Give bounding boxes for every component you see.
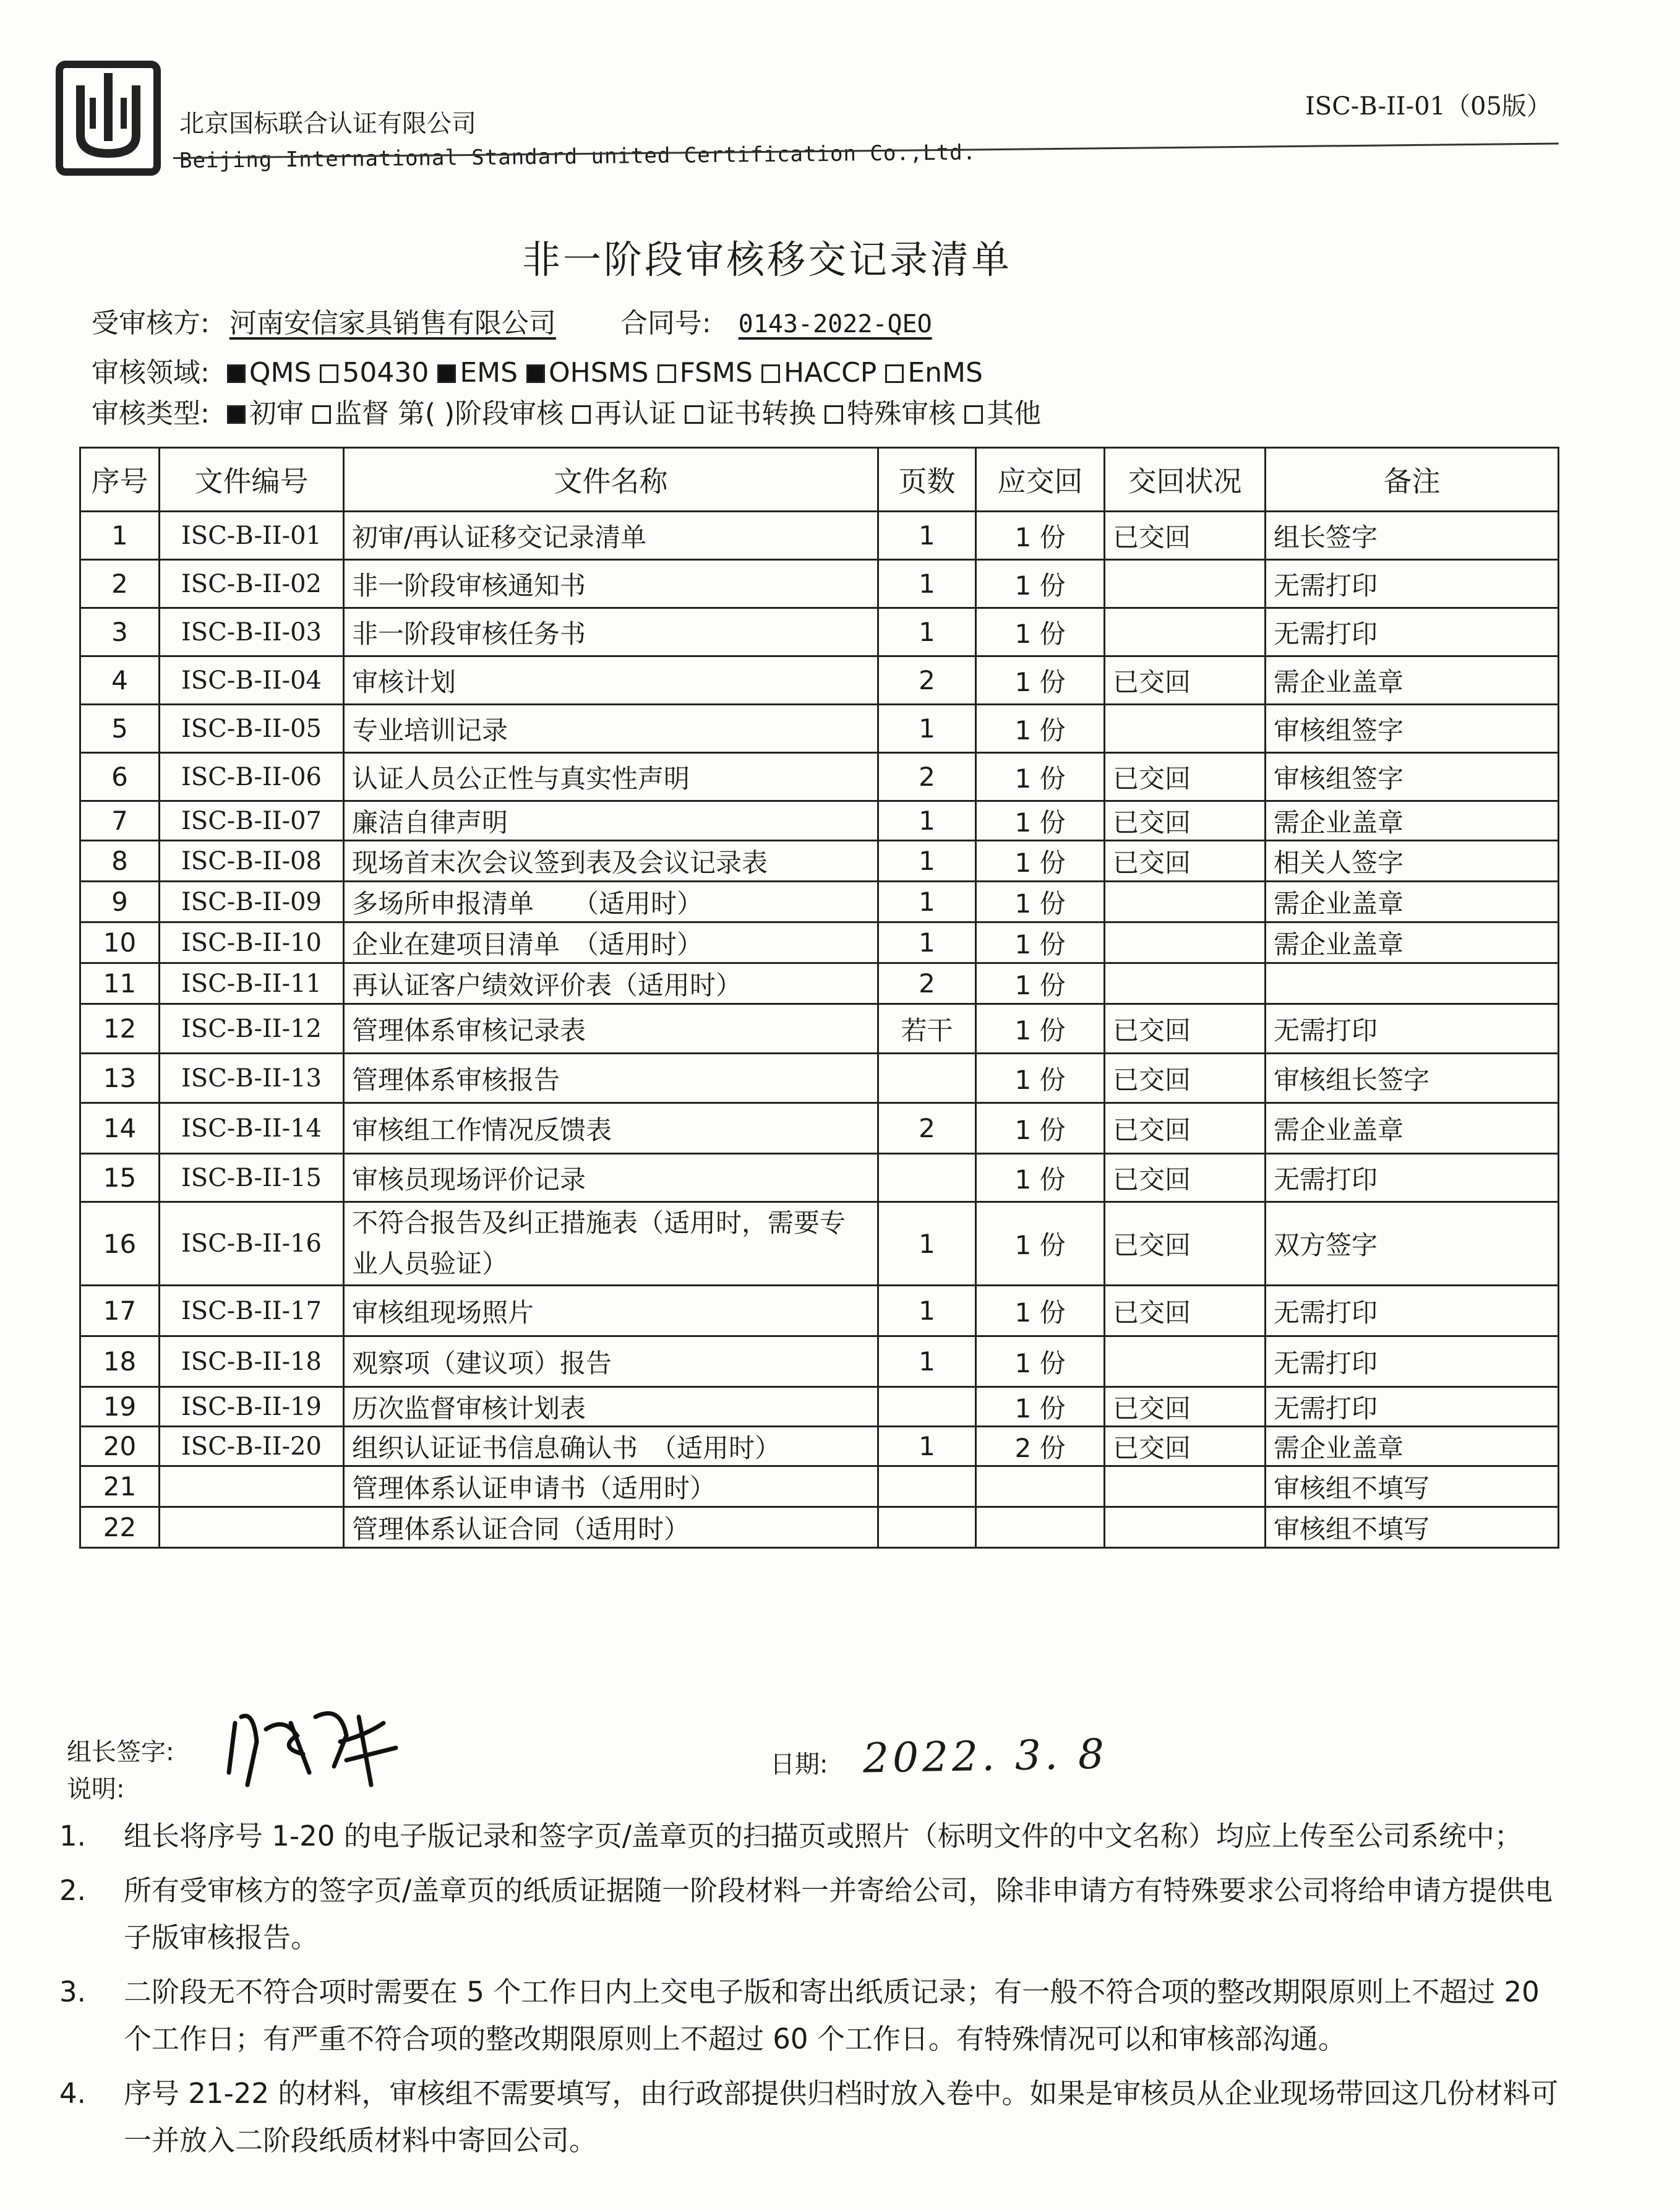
remark-cell: 审核组不填写 <box>1266 1466 1559 1507</box>
audit-domain-row <box>92 350 983 390</box>
note-text: 二阶段无不符合项时需要在 5 个工作日内上交电子版和寄出纸质记录；有一般不符合项的整改期限原则上不超过 20 个工作日；有严重不符合项的整改期限原则上不超过 60 个工作日。有特殊情况可以和审核部沟通。 <box>124 1976 1540 2055</box>
file-code-cell: ISC-B-II-15 <box>160 1154 344 1202</box>
leader-sign-label: 组长签字: <box>67 1738 174 1766</box>
row-number-cell: 20 <box>80 1427 160 1466</box>
file-code-cell: ISC-B-II-02 <box>160 560 344 608</box>
domain-checkbox-5[interactable] <box>761 364 780 383</box>
file-name-cell: 专业培训记录 <box>344 705 878 753</box>
column-header-6: 备注 <box>1266 448 1559 512</box>
file-name-cell: 廉洁自律声明 <box>344 801 878 841</box>
leader-signature <box>223 1698 402 1791</box>
copies-due-cell: 1 份 <box>976 560 1105 608</box>
file-name-cell: 不符合报告及纠正措施表（适用时，需要专业人员验证） <box>344 1202 878 1286</box>
return-status-cell: 已交回 <box>1105 1154 1266 1202</box>
file-code-cell: ISC-B-II-08 <box>160 841 344 882</box>
file-name-cell: 审核组现场照片 <box>344 1286 878 1336</box>
copies-due-cell: 1 份 <box>976 512 1105 560</box>
remark-cell: 需企业盖章 <box>1266 801 1559 841</box>
audit-type-row <box>92 391 1041 431</box>
note-item <box>59 2070 1569 2164</box>
type-checkbox-2[interactable] <box>572 405 591 424</box>
file-code-cell: ISC-B-II-14 <box>160 1103 344 1154</box>
remark-cell: 无需打印 <box>1266 1286 1559 1336</box>
domain-option-label-1: 50430 <box>342 357 429 389</box>
company-name-cn: 北京国标联合认证有限公司 <box>179 110 476 138</box>
return-status-cell: 已交回 <box>1105 1202 1266 1286</box>
note-number: 3. <box>59 1976 86 2008</box>
type-option-label-3: 证书转换 <box>707 398 816 429</box>
row-number-cell: 18 <box>80 1336 160 1387</box>
page-count-cell: 1 <box>878 705 976 753</box>
copies-due-cell: 2 份 <box>976 1427 1105 1466</box>
return-status-cell: 已交回 <box>1105 753 1266 801</box>
row-number-cell: 15 <box>80 1154 160 1202</box>
copies-due-cell: 1 份 <box>976 1202 1105 1286</box>
page-count-cell: 2 <box>878 963 976 1004</box>
type-option-label-2: 再认证 <box>594 398 677 429</box>
note-number: 2. <box>59 1874 86 1907</box>
note-text: 序号 21-22 的材料，审核组不需要填写，由行政部提供归档时放入卷中。如果是审核员从企业现场带回这几份材料可一并放入二阶段纸质材料中寄回公司。 <box>124 2077 1559 2157</box>
return-status-cell: 已交回 <box>1105 656 1266 705</box>
page-count-cell: 2 <box>878 656 976 705</box>
type-option-label-5: 其他 <box>987 398 1042 429</box>
return-status-cell: 已交回 <box>1105 1103 1266 1154</box>
file-name-cell: 非一阶段审核任务书 <box>344 608 878 656</box>
column-header-2: 文件名称 <box>344 448 878 512</box>
row-number-cell: 11 <box>80 963 160 1004</box>
domain-option-label-4: FSMS <box>679 357 753 389</box>
copies-due-cell: 1 份 <box>976 1286 1105 1336</box>
column-header-4: 应交回 <box>976 448 1105 512</box>
column-header-3: 页数 <box>878 448 976 512</box>
copies-due-cell: 1 份 <box>976 608 1105 656</box>
copies-due-cell: 1 份 <box>976 656 1105 705</box>
copies-due-cell: 1 份 <box>976 963 1105 1004</box>
auditee-label: 受审核方: <box>92 307 210 339</box>
file-code-cell: ISC-B-II-07 <box>160 801 344 841</box>
type-option-label-1: 监督 第( )阶段审核 <box>334 398 564 429</box>
note-item <box>59 1867 1569 1961</box>
type-checkbox-3[interactable] <box>685 405 703 424</box>
file-name-cell: 管理体系审核报告 <box>344 1054 878 1103</box>
table-row <box>80 841 1559 882</box>
page-count-cell: 若干 <box>878 1004 976 1054</box>
file-code-cell: ISC-B-II-17 <box>160 1286 344 1336</box>
file-code-cell: ISC-B-II-03 <box>160 608 344 656</box>
table-row <box>80 560 1559 608</box>
table-row <box>80 1387 1559 1427</box>
table-row <box>80 1154 1559 1202</box>
table-body <box>80 512 1559 1548</box>
return-status-cell <box>1105 1466 1266 1507</box>
remark-cell: 需企业盖章 <box>1266 922 1559 963</box>
file-name-cell: 认证人员公正性与真实性声明 <box>344 753 878 801</box>
row-number-cell: 5 <box>80 705 160 753</box>
row-number-cell: 3 <box>80 608 160 656</box>
page-count-cell: 1 <box>878 1202 976 1286</box>
row-number-cell: 9 <box>80 882 160 922</box>
file-code-cell <box>160 1507 344 1548</box>
row-number-cell: 6 <box>80 753 160 801</box>
file-code-cell: ISC-B-II-18 <box>160 1336 344 1387</box>
table-row <box>80 753 1559 801</box>
copies-due-cell: 1 份 <box>976 1054 1105 1103</box>
file-name-cell: 再认证客户绩效评价表（适用时） <box>344 963 878 1004</box>
page-count-cell: 1 <box>878 801 976 841</box>
row-number-cell: 13 <box>80 1054 160 1103</box>
remark-cell: 无需打印 <box>1266 1336 1559 1387</box>
domain-checkbox-6[interactable] <box>885 364 904 383</box>
remark-cell: 无需打印 <box>1266 560 1559 608</box>
page-count-cell: 1 <box>878 922 976 963</box>
domain-option-label-3: OHSMS <box>549 357 649 389</box>
file-name-cell: 非一阶段审核通知书 <box>344 560 878 608</box>
auditee-row <box>92 301 932 340</box>
column-header-5: 交回状况 <box>1105 448 1266 512</box>
table-row <box>80 1103 1559 1154</box>
table-row <box>80 1427 1559 1466</box>
file-name-cell: 管理体系认证合同（适用时） <box>344 1507 878 1548</box>
return-status-cell <box>1105 705 1266 753</box>
table-row <box>80 512 1559 560</box>
notes-label: 说明: <box>67 1775 125 1804</box>
table-row <box>80 1202 1559 1286</box>
column-header-1: 文件编号 <box>160 448 344 512</box>
copies-due-cell: 1 份 <box>976 922 1105 963</box>
company-name-en: Beijing International Standard united Certification Co.,Ltd. <box>179 140 977 173</box>
row-number-cell: 4 <box>80 656 160 705</box>
return-status-cell <box>1105 882 1266 922</box>
file-name-cell: 审核员现场评价记录 <box>344 1154 878 1202</box>
domain-checkbox-1[interactable] <box>320 364 338 383</box>
copies-due-cell: 1 份 <box>976 1336 1105 1387</box>
type-checkbox-4[interactable] <box>825 405 843 424</box>
copies-due-cell: 1 份 <box>976 801 1105 841</box>
page-count-cell <box>878 1154 976 1202</box>
file-code-cell: ISC-B-II-12 <box>160 1004 344 1054</box>
file-code-cell: ISC-B-II-05 <box>160 705 344 753</box>
file-name-cell: 企业在建项目清单 （适用时） <box>344 922 878 963</box>
page-count-cell: 1 <box>878 560 976 608</box>
return-status-cell: 已交回 <box>1105 1004 1266 1054</box>
document-number: ISC-B-II-01（05版） <box>1305 92 1551 121</box>
file-code-cell: ISC-B-II-16 <box>160 1202 344 1286</box>
note-number: 1. <box>59 1820 86 1852</box>
domain-option-label-2: EMS <box>460 357 518 389</box>
note-text: 组长将序号 1-20 的电子版记录和签字页/盖章页的扫描页或照片（标明文件的中文名称）均应上传至公司系统中； <box>124 1820 1522 1852</box>
handover-table <box>79 447 1559 1549</box>
file-name-cell: 现场首末次会议签到表及会议记录表 <box>344 841 878 882</box>
return-status-cell <box>1105 922 1266 963</box>
return-status-cell: 已交回 <box>1105 1427 1266 1466</box>
row-number-cell: 1 <box>80 512 160 560</box>
date-label: 日期: <box>770 1750 828 1779</box>
remark-cell: 相关人签字 <box>1266 841 1559 882</box>
note-text: 所有受审核方的签字页/盖章页的纸质证据随一阶段材料一并寄给公司，除非申请方有特殊要求公司将给申请方提供电子版审核报告。 <box>124 1874 1553 1954</box>
file-code-cell <box>160 1466 344 1507</box>
copies-due-cell <box>976 1466 1105 1507</box>
note-item <box>59 1969 1569 2063</box>
row-number-cell: 12 <box>80 1004 160 1054</box>
table-row <box>80 922 1559 963</box>
remark-cell <box>1266 963 1559 1004</box>
file-code-cell: ISC-B-II-01 <box>160 512 344 560</box>
return-status-cell <box>1105 1336 1266 1387</box>
remark-cell: 组长签字 <box>1266 512 1559 560</box>
file-name-cell: 审核计划 <box>344 656 878 705</box>
remark-cell: 审核组签字 <box>1266 705 1559 753</box>
domain-options <box>218 357 983 389</box>
row-number-cell: 10 <box>80 922 160 963</box>
row-number-cell: 8 <box>80 841 160 882</box>
page-count-cell: 1 <box>878 512 976 560</box>
domain-checkbox-0[interactable] <box>227 364 246 383</box>
return-status-cell <box>1105 1507 1266 1548</box>
remark-cell: 审核组长签字 <box>1266 1054 1559 1103</box>
notes-list <box>59 1813 1569 2172</box>
return-status-cell: 已交回 <box>1105 1286 1266 1336</box>
contract-value: 0143-2022-QEO <box>738 310 932 338</box>
copies-due-cell: 1 份 <box>976 882 1105 922</box>
page-count-cell <box>878 1387 976 1427</box>
domain-option-label-6: EnMS <box>907 357 983 389</box>
file-name-cell: 初审/再认证移交记录清单 <box>344 512 878 560</box>
page-count-cell: 1 <box>878 882 976 922</box>
remark-cell: 审核组签字 <box>1266 753 1559 801</box>
page-count-cell <box>878 1054 976 1103</box>
remark-cell: 无需打印 <box>1266 608 1559 656</box>
return-status-cell: 已交回 <box>1105 841 1266 882</box>
domain-checkbox-2[interactable] <box>437 364 456 383</box>
table-row <box>80 882 1559 922</box>
domain-checkbox-3[interactable] <box>526 364 545 383</box>
page-count-cell: 1 <box>878 1286 976 1336</box>
remark-cell: 需企业盖章 <box>1266 1103 1559 1154</box>
file-name-cell: 管理体系认证申请书（适用时） <box>344 1466 878 1507</box>
page-count-cell: 2 <box>878 753 976 801</box>
return-status-cell: 已交回 <box>1105 512 1266 560</box>
copies-due-cell <box>976 1507 1105 1548</box>
file-code-cell: ISC-B-II-19 <box>160 1387 344 1427</box>
copies-due-cell: 1 份 <box>976 1387 1105 1427</box>
remark-cell: 需企业盖章 <box>1266 882 1559 922</box>
domain-option-label-5: HACCP <box>783 357 877 389</box>
type-checkbox-1[interactable] <box>312 405 331 424</box>
file-name-cell: 审核组工作情况反馈表 <box>344 1103 878 1154</box>
file-code-cell: ISC-B-II-20 <box>160 1427 344 1466</box>
table-row <box>80 608 1559 656</box>
note-item <box>59 1813 1569 1860</box>
note-number: 4. <box>59 2077 86 2110</box>
file-name-cell: 多场所申报清单 （适用时） <box>344 882 878 922</box>
row-number-cell: 7 <box>80 801 160 841</box>
row-number-cell: 17 <box>80 1286 160 1336</box>
page-count-cell <box>878 1507 976 1548</box>
column-header-0: 序号 <box>80 448 160 512</box>
row-number-cell: 2 <box>80 560 160 608</box>
file-code-cell: ISC-B-II-10 <box>160 922 344 963</box>
remark-cell: 双方签字 <box>1266 1202 1559 1286</box>
return-status-cell: 已交回 <box>1105 801 1266 841</box>
page-title: 非一阶段审核移交记录清单 <box>521 237 1012 282</box>
domain-label: 审核领域: <box>92 357 210 389</box>
page-count-cell: 1 <box>878 608 976 656</box>
file-name-cell: 组织认证证书信息确认书 （适用时） <box>344 1427 878 1466</box>
file-name-cell: 观察项（建议项）报告 <box>344 1336 878 1387</box>
return-status-cell <box>1105 560 1266 608</box>
file-code-cell: ISC-B-II-09 <box>160 882 344 922</box>
domain-checkbox-4[interactable] <box>658 364 676 383</box>
remark-cell: 无需打印 <box>1266 1154 1559 1202</box>
file-name-cell: 历次监督审核计划表 <box>344 1387 878 1427</box>
type-checkbox-5[interactable] <box>964 405 983 424</box>
contract-label: 合同号: <box>620 307 711 339</box>
table-row <box>80 705 1559 753</box>
row-number-cell: 21 <box>80 1466 160 1507</box>
page-count-cell: 2 <box>878 1103 976 1154</box>
table-row <box>80 1054 1559 1103</box>
remark-cell: 无需打印 <box>1266 1387 1559 1427</box>
copies-due-cell: 1 份 <box>976 1004 1105 1054</box>
row-number-cell: 19 <box>80 1387 160 1427</box>
company-logo <box>56 61 161 176</box>
remark-cell: 需企业盖章 <box>1266 656 1559 705</box>
table-row <box>80 801 1559 841</box>
return-status-cell <box>1105 608 1266 656</box>
table-row <box>80 1466 1559 1507</box>
date-value: 2022. 3. 8 <box>862 1730 1108 1782</box>
return-status-cell: 已交回 <box>1105 1387 1266 1427</box>
page-count-cell: 1 <box>878 841 976 882</box>
copies-due-cell: 1 份 <box>976 1103 1105 1154</box>
table-header-row <box>80 448 1559 512</box>
type-option-label-0: 初审 <box>249 398 304 429</box>
row-number-cell: 22 <box>80 1507 160 1548</box>
file-code-cell: ISC-B-II-06 <box>160 753 344 801</box>
auditee-value: 河南安信家具销售有限公司 <box>229 307 556 339</box>
return-status-cell <box>1105 963 1266 1004</box>
table-row <box>80 1507 1559 1548</box>
copies-due-cell: 1 份 <box>976 1154 1105 1202</box>
file-code-cell: ISC-B-II-11 <box>160 963 344 1004</box>
type-option-label-4: 特殊审核 <box>847 398 956 429</box>
file-name-cell: 管理体系审核记录表 <box>344 1004 878 1054</box>
copies-due-cell: 1 份 <box>976 705 1105 753</box>
remark-cell: 需企业盖章 <box>1266 1427 1559 1466</box>
file-code-cell: ISC-B-II-04 <box>160 656 344 705</box>
table-row <box>80 1286 1559 1336</box>
type-options <box>218 398 1041 429</box>
type-label: 审核类型: <box>92 398 210 429</box>
type-checkbox-0[interactable] <box>227 405 246 424</box>
row-number-cell: 14 <box>80 1103 160 1154</box>
row-number-cell: 16 <box>80 1202 160 1286</box>
copies-due-cell: 1 份 <box>976 841 1105 882</box>
return-status-cell: 已交回 <box>1105 1054 1266 1103</box>
page-count-cell <box>878 1466 976 1507</box>
table-row <box>80 1336 1559 1387</box>
table-row <box>80 656 1559 705</box>
table-row <box>80 1004 1559 1054</box>
remark-cell: 审核组不填写 <box>1266 1507 1559 1548</box>
page-count-cell: 1 <box>878 1336 976 1387</box>
page-count-cell: 1 <box>878 1427 976 1466</box>
file-code-cell: ISC-B-II-13 <box>160 1054 344 1103</box>
remark-cell: 无需打印 <box>1266 1004 1559 1054</box>
table-row <box>80 963 1559 1004</box>
copies-due-cell: 1 份 <box>976 753 1105 801</box>
domain-option-label-0: QMS <box>249 357 312 389</box>
